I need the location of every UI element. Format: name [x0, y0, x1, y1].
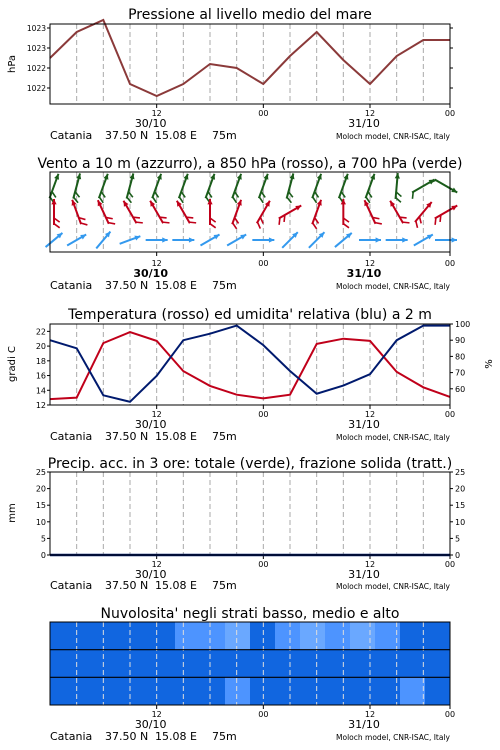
wind-barb	[375, 223, 382, 224]
y2-tick-label: 10	[455, 517, 466, 527]
y2-tick-label: 90	[455, 336, 466, 346]
chart-title: Temperatura (rosso) ed umidita' relativa (blu) a 2 m	[68, 307, 432, 323]
cloud-cell	[175, 650, 201, 678]
wind-arrow-head	[395, 173, 400, 179]
station-lat: 37.50 N	[105, 730, 149, 743]
x-tick-label: 12	[151, 259, 162, 268]
cloud-cell	[300, 650, 326, 678]
cloud-cell	[250, 677, 276, 705]
cloud-cell	[200, 622, 226, 650]
model-credit: Moloch model, CNR-ISAC, Italy	[336, 433, 450, 442]
model-credit: Moloch model, CNR-ISAC, Italy	[336, 733, 450, 742]
cloud-cell	[75, 622, 101, 650]
temperatura-line	[50, 332, 450, 399]
x-tick-label: 00	[258, 710, 269, 719]
y-tick-label: 25	[35, 468, 46, 477]
y-tick-label: 10	[35, 517, 46, 527]
date-label: 31/10	[346, 267, 382, 280]
wind-barb	[153, 197, 157, 203]
y-tick-label: 12	[35, 401, 46, 410]
station-alt: 75m	[212, 730, 237, 743]
cloud-cell	[400, 677, 426, 705]
cloud-cell	[425, 622, 451, 650]
cloud-cell	[325, 622, 351, 650]
cloud-cell	[400, 622, 426, 650]
wind-barb	[288, 192, 292, 197]
cloud-cell	[425, 677, 451, 705]
y-tick-label: 1022	[26, 84, 46, 93]
wind-arrow-head	[343, 174, 348, 180]
y-axis-label: hPa	[7, 54, 18, 74]
cloud-cell	[150, 677, 176, 705]
wind-arrow-head	[370, 174, 375, 180]
x-tick-label: 00	[258, 259, 269, 268]
wind-barb	[233, 223, 237, 229]
cloud-cell	[275, 622, 301, 650]
cloud-cell	[125, 622, 151, 650]
model-credit: Moloch model, CNR-ISAC, Italy	[336, 132, 450, 141]
x-tick-label: 12	[151, 109, 162, 118]
plot-frame	[50, 472, 450, 555]
wind-barb	[54, 224, 60, 228]
cloud-cell	[350, 650, 376, 678]
station-lon: 15.08 E	[155, 579, 197, 592]
y-tick-label: 22	[35, 327, 46, 337]
y-tick-label: 1023	[26, 24, 46, 33]
y-tick-label: 5	[40, 534, 46, 544]
cloud-cell	[50, 622, 76, 650]
date-label: 30/10	[134, 418, 167, 431]
cloud-cell	[150, 622, 176, 650]
y-tick-label: 1023	[26, 44, 46, 53]
cloud-cell	[250, 622, 276, 650]
wind-arrow-head	[54, 174, 59, 180]
wind-arrow-head	[134, 236, 140, 241]
x-tick-label: 12	[151, 710, 162, 719]
x-tick-label: 12	[364, 109, 376, 118]
cloud-cell	[175, 622, 201, 650]
wind-barb	[186, 217, 193, 218]
wind-barb	[279, 218, 280, 225]
chart-title: Vento a 10 m (azzurro), a 850 hPa (rosso), a 700 hPa (verde)	[37, 156, 463, 172]
y-tick-label: 18	[35, 356, 46, 366]
wind-barb	[128, 192, 132, 197]
x-tick-label: 00	[258, 410, 269, 419]
y-tick-label: 20	[35, 484, 46, 494]
y2-tick-label: 80	[455, 352, 466, 362]
wind-barb	[163, 222, 170, 223]
cloud-cell	[125, 677, 151, 705]
y2-tick-label: 20	[455, 484, 466, 494]
wind-barb	[127, 197, 131, 202]
wind-arrow-head	[452, 237, 457, 242]
x-tick-label: 12	[364, 560, 376, 569]
wind-barb	[52, 192, 56, 198]
wind-barb	[81, 223, 88, 225]
cloud-cell	[150, 650, 176, 678]
date-label: 31/10	[348, 418, 380, 431]
wind-barb	[259, 197, 263, 203]
wind-arrow-head	[183, 174, 188, 180]
y-axis-label: mm	[7, 503, 18, 523]
wind-barb	[179, 197, 183, 203]
wind-arrow-head	[317, 174, 322, 180]
wind-arrow-head	[157, 174, 162, 180]
station-alt: 75m	[212, 430, 237, 443]
x-tick-label: 00	[444, 560, 456, 569]
wind-barb	[416, 221, 418, 228]
chart-title: Precip. acc. in 3 ore: totale (verde), frazione solida (tratt.)	[47, 456, 453, 472]
x-tick-label: 00	[444, 710, 456, 719]
date-label: 30/10	[134, 117, 167, 130]
date-label: 30/10	[134, 718, 167, 731]
y2-tick-label: 100	[455, 320, 471, 329]
cloud-cell	[300, 622, 326, 650]
y-tick-label: 16	[35, 371, 46, 381]
cloud-cell	[325, 650, 351, 678]
y-tick-label: 0	[40, 551, 46, 560]
wind-barb	[284, 215, 285, 222]
cloud-cell	[400, 650, 426, 678]
wind-barb	[313, 197, 317, 203]
x-tick-label: 00	[444, 259, 456, 268]
wind-barb	[160, 217, 167, 218]
wind-barb	[75, 192, 79, 197]
cloud-cell	[50, 677, 76, 705]
station-lon: 15.08 E	[155, 279, 197, 292]
wind-barb	[257, 222, 260, 228]
cloud-cell	[200, 677, 226, 705]
wind-barb	[189, 222, 196, 223]
chart-title: Nuvolosita' negli strati basso, medio e alto	[100, 606, 400, 622]
date-label: 31/10	[348, 117, 380, 130]
station-name: Catania	[50, 579, 93, 592]
y-tick-label: 15	[35, 501, 46, 511]
cloud-cell	[425, 650, 451, 678]
wind-barb	[260, 217, 263, 223]
cloud-cell	[225, 622, 251, 650]
station-lon: 15.08 E	[155, 129, 197, 142]
wind-arrow-head	[237, 200, 242, 206]
date-label: 30/10	[133, 267, 168, 280]
x-tick-label: 00	[444, 109, 456, 118]
cloud-cell	[325, 677, 351, 705]
date-label: 31/10	[348, 568, 380, 581]
cloud-cell	[75, 650, 101, 678]
cloud-cell	[175, 677, 201, 705]
x-tick-label: 12	[151, 410, 162, 419]
date-label: 31/10	[348, 718, 380, 731]
station-lat: 37.50 N	[105, 579, 149, 592]
wind-barb	[412, 192, 413, 199]
cloud-cell	[275, 677, 301, 705]
wind-arrow-head	[189, 237, 194, 242]
wind-barb	[233, 197, 237, 203]
station-name: Catania	[50, 430, 93, 443]
model-credit: Moloch model, CNR-ISAC, Italy	[336, 582, 450, 591]
y2-tick-label: 15	[455, 501, 466, 511]
x-tick-label: 00	[444, 410, 456, 419]
pressure-line	[50, 20, 450, 96]
x-tick-label: 12	[151, 560, 162, 569]
wind-barb	[136, 222, 143, 223]
y2-tick-label: 25	[455, 468, 466, 477]
wind-barb	[313, 223, 317, 229]
cloud-cell	[225, 650, 251, 678]
wind-arrow-head	[317, 200, 322, 206]
cloud-cell	[200, 650, 226, 678]
wind-barb	[435, 218, 436, 225]
wind-arrow-head	[210, 174, 215, 180]
wind-barb	[400, 217, 407, 218]
y2-tick-label: 70	[455, 368, 466, 378]
chart-title: Pressione al livello medio del mare	[128, 7, 372, 23]
station-name: Catania	[50, 129, 93, 142]
wind-barb	[210, 224, 216, 228]
wind-arrow-head	[376, 237, 381, 242]
y2-axis-label: %	[484, 359, 495, 369]
y-tick-label: 20	[35, 342, 46, 352]
station-lon: 15.08 E	[155, 430, 197, 443]
x-tick-label: 00	[258, 109, 269, 118]
cloud-cell	[125, 650, 151, 678]
x-tick-label: 12	[364, 259, 376, 268]
station-alt: 75m	[212, 129, 237, 142]
cloud-cell	[350, 622, 376, 650]
station-lat: 37.50 N	[105, 279, 149, 292]
date-label: 30/10	[134, 568, 167, 581]
station-lon: 15.08 E	[155, 730, 197, 743]
cloud-cell	[275, 650, 301, 678]
wind-barb	[403, 222, 410, 223]
station-alt: 75m	[212, 279, 237, 292]
wind-arrow-head	[269, 237, 274, 242]
x-tick-label: 00	[258, 560, 269, 569]
y-tick-label: 14	[35, 386, 46, 396]
wind-barb	[419, 217, 421, 224]
station-alt: 75m	[212, 579, 237, 592]
wind-barb	[287, 197, 291, 202]
y2-tick-label: 0	[455, 551, 461, 560]
x-tick-label: 12	[364, 410, 376, 419]
wind-arrow-head	[103, 174, 108, 180]
station-lat: 37.50 N	[105, 129, 149, 142]
cloud-cell	[225, 677, 251, 705]
wind-barb	[343, 224, 349, 228]
station-name: Catania	[50, 279, 93, 292]
y2-tick-label: 60	[455, 384, 466, 394]
wind-barb	[108, 223, 115, 224]
y-axis-label: gradi C	[7, 346, 18, 382]
cloud-cell	[250, 650, 276, 678]
cloud-cell	[300, 677, 326, 705]
wind-arrow-head	[162, 237, 167, 242]
model-credit: Moloch model, CNR-ISAC, Italy	[336, 282, 450, 291]
wind-barb	[440, 215, 441, 222]
wind-arrow-head	[237, 174, 242, 180]
wind-arrow-head	[263, 174, 268, 180]
wind-arrow-head	[402, 237, 407, 242]
x-tick-label: 12	[364, 710, 376, 719]
wind-barb	[133, 217, 140, 218]
cloud-cell	[350, 677, 376, 705]
cloud-cell	[50, 650, 76, 678]
station-lat: 37.50 N	[105, 430, 149, 443]
y2-tick-label: 5	[455, 534, 461, 544]
y-tick-label: 1022	[26, 64, 46, 73]
cloud-cell	[75, 677, 101, 705]
station-name: Catania	[50, 730, 93, 743]
